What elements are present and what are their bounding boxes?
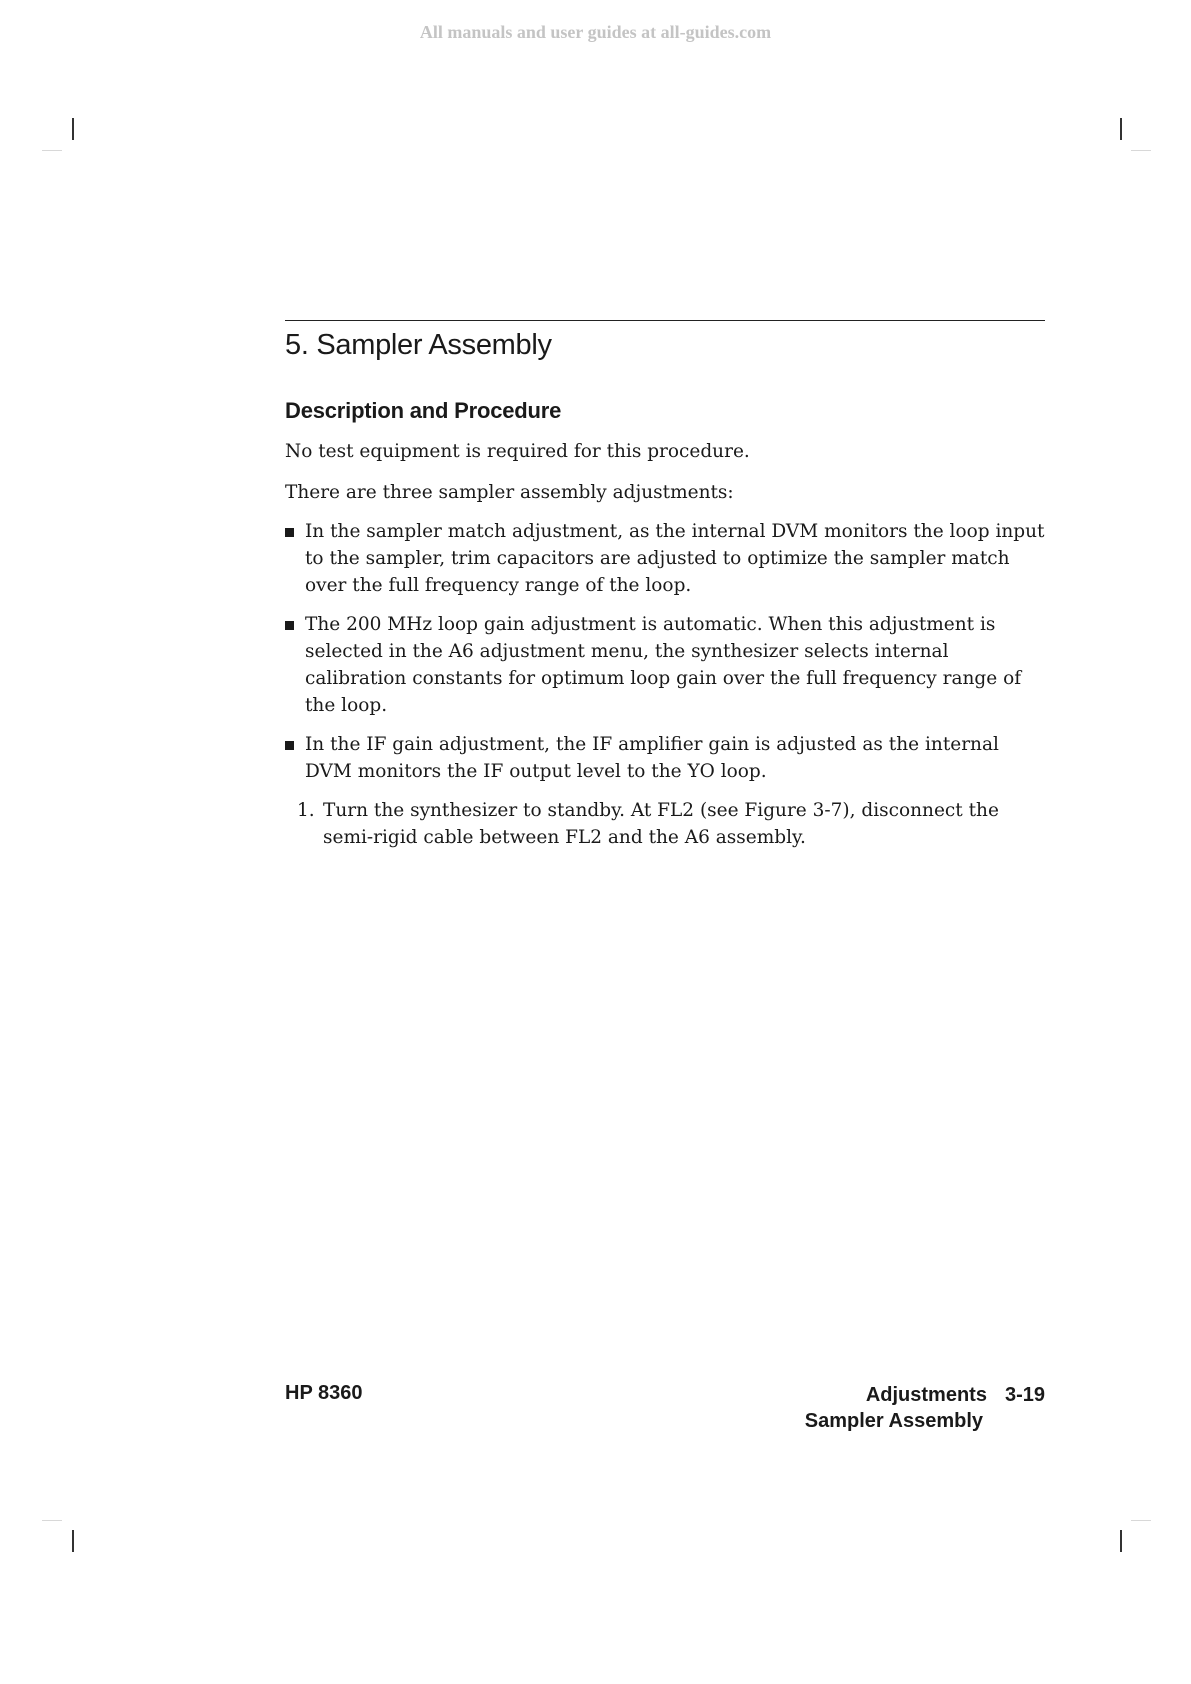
- crop-mark-bottom-right: [1120, 1530, 1122, 1552]
- list-item: [285, 611, 1045, 719]
- paragraph-adjustments-intro: There are three sampler assembly adjustments:: [285, 482, 734, 503]
- square-bullet-icon: [285, 528, 294, 537]
- list-item-text: The 200 MHz loop gain adjustment is automatic. When this adjustment is selected in the A6 adjustment menu, the synthesizer selects internal calibration constants for optimum loop gain over the full frequency range of the loop.: [305, 614, 1022, 716]
- crop-mark-bottom-right-h: [1131, 1520, 1151, 1521]
- footer-page-number: 3-19: [1004, 1384, 1045, 1406]
- footer-section: Sampler Assembly: [804, 1410, 983, 1432]
- footer-running-head: [805, 1382, 1045, 1434]
- square-bullet-icon: [285, 621, 294, 630]
- step-number: 1.: [297, 800, 315, 821]
- square-bullet-icon: [285, 741, 294, 750]
- paragraph-no-equipment: No test equipment is required for this procedure.: [285, 441, 750, 462]
- list-item-text: In the IF gain adjustment, the IF amplifier gain is adjusted as the internal DVM monitors the IF output level to the YO loop.: [305, 734, 999, 782]
- procedure-steps: [285, 797, 1045, 851]
- list-item: [285, 731, 1045, 785]
- step-text: Turn the synthesizer to standby. At FL2 (see Figure 3-7), disconnect the semi-rigid cable between FL2 and the A6 assembly.: [323, 800, 999, 848]
- crop-mark-top-right: [1120, 118, 1122, 140]
- crop-mark-top-left: [72, 118, 74, 140]
- footer-chapter: Adjustments: [865, 1384, 987, 1406]
- page-content: [285, 320, 1045, 851]
- section-rule: [285, 320, 1045, 321]
- section-title: 5. Sampler Assembly: [285, 329, 552, 361]
- subsection-title: Description and Procedure: [285, 398, 562, 423]
- crop-mark-top-left-h: [42, 150, 62, 151]
- footer-model: HP 8360: [285, 1382, 363, 1404]
- watermark: All manuals and user guides at all-guides.com: [419, 22, 772, 42]
- list-item: [285, 518, 1045, 599]
- adjustment-list: [285, 518, 1045, 785]
- list-item-text: In the sampler match adjustment, as the internal DVM monitors the loop input to the sampler, trim capacitors are adjusted to optimize the sampler match over the full frequency range of the loop.: [305, 521, 1045, 596]
- procedure-step: [285, 797, 1045, 851]
- crop-mark-top-right-h: [1131, 150, 1151, 151]
- crop-mark-bottom-left-h: [42, 1520, 62, 1521]
- crop-mark-bottom-left: [72, 1530, 74, 1552]
